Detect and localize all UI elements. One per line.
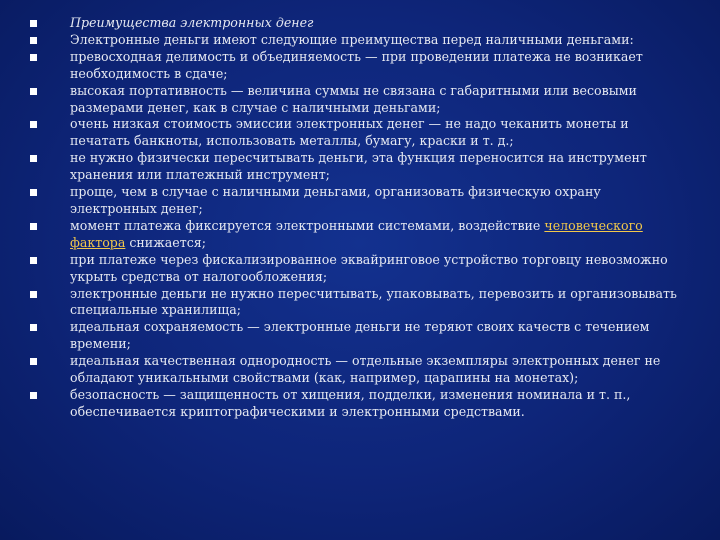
bullet-list — [30, 15, 680, 421]
list-item-text: при платеже через фискализированное эквайринговое устройство торговцу невозможно укрыть средства от налогообложения; — [70, 251, 668, 284]
list-item-text: безопасность — защищенность от хищения, подделки, изменения номинала и т. п., обеспечивается криптографическими и электронными средствами. — [70, 386, 631, 419]
list-item — [30, 116, 680, 150]
slide-heading: Преимущества электронных денег — [70, 15, 314, 30]
list-item-text: электронные деньги не нужно пересчитывать, упаковывать, перевозить и организовывать специальные хранилища; — [70, 285, 677, 318]
list-item — [30, 150, 680, 184]
list-item — [30, 218, 680, 252]
square-bullet-icon — [30, 20, 37, 27]
list-item-text: очень низкая стоимость эмиссии электронных денег — не надо чеканить монеты и печатать банкноты, использовать металлы, бумагу, краски и т. д.; — [70, 116, 629, 149]
list-item — [30, 286, 680, 320]
list-item-heading — [30, 15, 680, 32]
square-bullet-icon — [30, 121, 37, 128]
list-item-text: проще, чем в случае с наличными деньгами, организовать физическую охрану электронных денег; — [70, 184, 601, 216]
list-item-text — [70, 218, 643, 250]
list-item — [30, 83, 680, 117]
square-bullet-icon — [30, 189, 37, 196]
human-factor-link[interactable]: человеческого фактора — [70, 217, 643, 250]
list-item — [30, 387, 680, 421]
list-item-text: идеальная сохраняемость — электронные деньги не теряют своих качеств с течением времени; — [70, 319, 650, 352]
square-bullet-icon — [30, 291, 37, 298]
list-item — [30, 49, 680, 83]
list-item-text: не нужно физически пересчитывать деньги, эта функция переносится на инструмент хранения или платежный инструмент; — [70, 150, 647, 183]
square-bullet-icon — [30, 88, 37, 95]
list-item — [30, 252, 680, 286]
list-item — [30, 184, 680, 218]
square-bullet-icon — [30, 257, 37, 264]
list-item-text: превосходная делимость и объединяемость — при проведении платежа не возникает необходимость в сдаче; — [70, 48, 643, 81]
square-bullet-icon — [30, 37, 37, 44]
list-item — [30, 353, 680, 387]
list-item-intro — [30, 32, 680, 49]
list-item-text: идеальная качественная однородность — отдельные экземпляры электронных денег не обладают уникальными свойствами (как, например, царапины на монетах); — [70, 353, 661, 386]
list-item-text: Электронные деньги имеют следующие преимущества перед наличными деньгами: — [70, 31, 634, 47]
square-bullet-icon — [30, 324, 37, 331]
square-bullet-icon — [30, 54, 37, 61]
list-item-text-before: момент платежа фиксируется электронными системами, воздействие — [70, 217, 545, 233]
list-item-text: высокая портативность — величина суммы не связана с габаритными или весовыми размерами денег, как в случае с наличными деньгами; — [70, 82, 637, 115]
square-bullet-icon — [30, 392, 37, 399]
square-bullet-icon — [30, 155, 37, 162]
list-item — [30, 319, 680, 353]
square-bullet-icon — [30, 358, 37, 365]
list-item-text-after: снижается; — [125, 234, 206, 250]
square-bullet-icon — [30, 223, 37, 230]
